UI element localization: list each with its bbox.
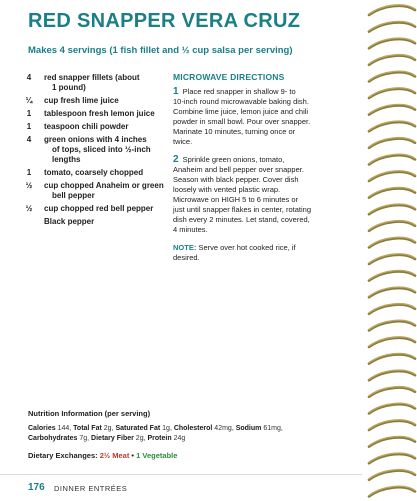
ingredient-item (20, 204, 170, 214)
step-text: dish every 2 minutes. Let stand, covered, (173, 215, 310, 224)
nutrient-value: 24g (173, 435, 186, 442)
step-text: Season with black pepper. Cover dish (173, 175, 299, 184)
step-text: powder in small bowl. Pour over snapper. (173, 117, 311, 126)
directions-heading: MICROWAVE DIRECTIONS (173, 72, 285, 82)
step-number: 2 (173, 154, 179, 165)
step-text: Sprinkle green onions, tomato, (182, 155, 285, 164)
step-text: Anaheim and bell pepper over snapper. (173, 165, 304, 174)
nutrient-value: 7g (79, 435, 88, 442)
note-label: NOTE: (173, 243, 197, 252)
ingredient-item (20, 217, 170, 227)
exchanges-label: Dietary Exchanges: (28, 451, 98, 460)
step-text: Microwave on HIGH 5 to 6 minutes or (173, 195, 299, 204)
nutrient-label: Saturated Fat (115, 425, 161, 432)
ingredient-text: tomato, coarsely chopped (44, 168, 144, 177)
ingredient-item (20, 135, 170, 165)
page-number: 176 (28, 482, 45, 493)
ingredient-text: Black pepper (44, 217, 95, 226)
ingredient-text: tablespoon fresh lemon juice (44, 109, 155, 118)
ingredient-qty: 1 (26, 168, 32, 177)
exchange-vegetable: 1 Vegetable (136, 451, 178, 460)
nutrition-panel (28, 409, 358, 460)
ingredient-qty: 4 (26, 135, 32, 144)
nutrient-label: Sodium (235, 425, 262, 432)
nutrient-value: 144 (57, 425, 70, 432)
step-text: Combine lime juice, lemon juice and chili (173, 107, 309, 116)
ingredient-item (20, 181, 170, 201)
dietary-exchanges (28, 451, 358, 460)
note-text: Serve over hot cooked rice, if (198, 243, 296, 252)
ingredient-qty: ½ (25, 181, 33, 190)
ingredient-text: 1 pound) (52, 83, 86, 92)
recipe-note (173, 243, 333, 263)
direction-step (173, 87, 333, 147)
ingredient-text: lengths (52, 155, 81, 164)
ingredient-text: bell pepper (52, 191, 95, 200)
direction-step (173, 155, 333, 235)
note-text: desired. (173, 253, 200, 262)
nutrient-label: Calories (28, 425, 56, 432)
servings-line: Makes 4 servings (1 fish fillet and ½ cup salsa per serving) (28, 45, 293, 56)
ingredient-text: cup fresh lime juice (44, 96, 119, 105)
ingredient-item (20, 168, 170, 178)
nutrient-value: 2g (103, 425, 112, 432)
section-name: DINNER ENTRÉES (54, 484, 128, 493)
spiral-binding (361, 0, 417, 500)
step-text: 10-inch round microwavable baking dish. (173, 97, 309, 106)
ingredient-text: cup chopped red bell pepper (44, 204, 154, 213)
ingredient-qty: ½ (25, 204, 33, 213)
nutrient-label: Carbohydrates (28, 435, 78, 442)
recipe-title: RED SNAPPER VERA CRUZ (28, 10, 301, 32)
step-text: just until snapper flakes in center, rotating (173, 205, 311, 214)
nutrient-label: Total Fat (73, 425, 102, 432)
ingredient-item (20, 96, 170, 106)
nutrient-value: 1g (162, 425, 170, 432)
step-text: Place red snapper in shallow 9- to (182, 87, 296, 96)
step-number: 1 (173, 86, 179, 97)
nutrition-heading: Nutrition Information (per serving) (28, 409, 151, 418)
ingredient-text: teaspoon chili powder (44, 122, 129, 131)
nutrient-label: Protein (147, 435, 172, 442)
ingredient-qty: ¼ (25, 96, 33, 105)
ingredient-qty (20, 217, 38, 227)
nutrient-label: Cholesterol (173, 425, 213, 432)
nutrient-value: 2g (135, 435, 144, 442)
ingredient-qty: 4 (26, 73, 32, 82)
step-text: twice. (173, 137, 193, 146)
ingredient-text: green onions with 4 inches (44, 135, 147, 144)
step-text: loosely with vented plastic wrap. (173, 185, 281, 194)
ingredient-item (20, 73, 170, 93)
ingredient-list (20, 73, 170, 230)
step-text: 4 minutes. (173, 225, 208, 234)
ingredient-item (20, 109, 170, 119)
directions-column (173, 72, 333, 263)
nutrition-line: Carbohydrates 7g, Dietary Fiber 2g, Protein 24g (28, 435, 186, 442)
exchange-meat: 2½ Meat (99, 451, 130, 460)
step-text: Marinate 10 minutes, turning once or (173, 127, 296, 136)
nutrient-value: 61mg (263, 425, 281, 432)
nutrient-value: 42mg (214, 425, 232, 432)
ingredient-text: of tops, sliced into ½-inch (52, 145, 151, 154)
ingredient-item (20, 122, 170, 132)
exchange-separator: • (131, 451, 135, 460)
page-footer (0, 474, 362, 501)
ingredient-text: cup chopped Anaheim or green (44, 181, 164, 190)
ingredient-text: red snapper fillets (about (44, 73, 140, 82)
nutrition-line: Calories 144, Total Fat 2g, Saturated Fat 1g, Cholesterol 42mg, Sodium 61mg, (28, 425, 283, 432)
nutrient-label: Dietary Fiber (91, 435, 134, 442)
ingredient-qty: 1 (26, 109, 32, 118)
ingredient-qty: 1 (26, 122, 32, 131)
